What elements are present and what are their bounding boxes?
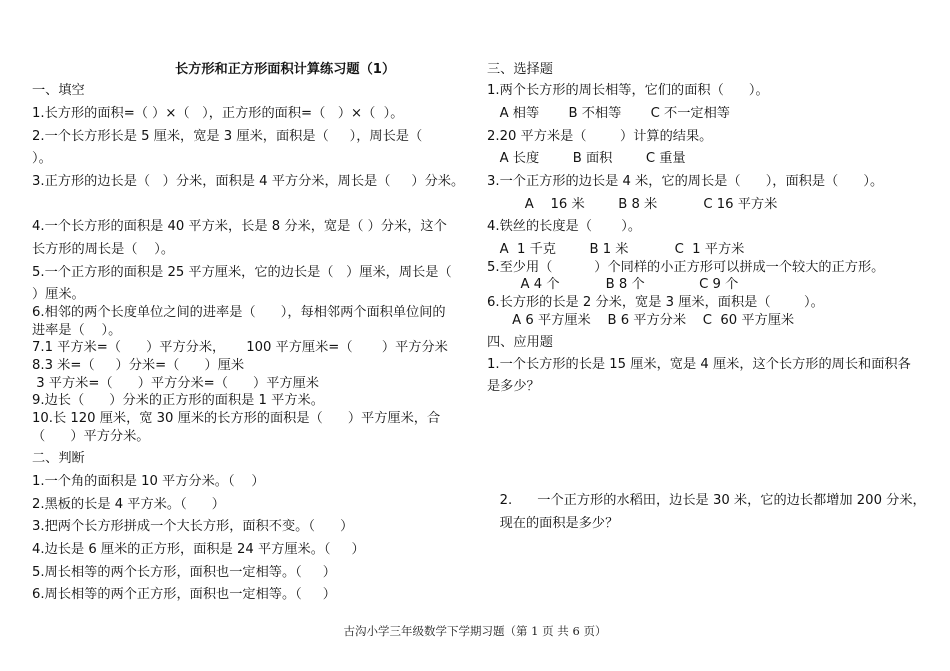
fill-item-7: 7.1 平方米=（ ）平方分米， 100 平方厘米=（ ）平方分米	[32, 340, 448, 355]
fill-item-5: 5.一个正方形的面积是 25 平方厘米，它的边长是（ ）厘米，周长是（	[32, 265, 452, 280]
choice-item-4-options: A 1 千克 B 1 米 C 1 平方米	[487, 242, 745, 257]
fill-item-1: 1.长方形的面积=（ ）×（ ），正方形的面积=（ ）×（ ）。	[32, 106, 404, 121]
fill-item-10-cont: （ ）平方分米。	[32, 429, 150, 444]
fill-item-4: 4.一个长方形的面积是 40 平方米，长是 8 分米，宽是（ ）分米，这个	[32, 219, 447, 234]
fill-item-6-cont: 进率是（ ）。	[32, 323, 122, 338]
judge-item-5: 5.周长相等的两个长方形，面积也一定相等。（ ）	[32, 565, 336, 580]
choice-item-3: 3.一个正方形的边长是 4 米，它的周长是（ ），面积是（ ）。	[487, 174, 884, 189]
choice-item-6-options: A 6 平方厘米 B 6 平方分米 C 60 平方厘米	[487, 313, 795, 328]
page-footer: 古沟小学三年级数学下学期习题（第 1 页 共 6 页）	[343, 624, 607, 638]
choice-item-3-options: A 16 米 B 8 米 C 16 平方米	[487, 197, 778, 212]
page-title: 长方形和正方形面积计算练习题（1）	[175, 62, 396, 77]
fill-item-9: 9.边长（ ）分米的正方形的面积是 1 平方米。	[32, 393, 324, 408]
choice-item-2: 2.20 平方米是（ ）计算的结果。	[487, 129, 713, 144]
fill-item-6: 6.相邻的两个长度单位之间的进率是（ ），每相邻两个面积单位间的	[32, 305, 446, 320]
section-heading-application: 四、应用题	[487, 335, 553, 350]
judge-item-6: 6.周长相等的两个正方形，面积也一定相等。（ ）	[32, 587, 336, 602]
fill-item-2: 2.一个长方形长是 5 厘米，宽是 3 厘米，面积是（ ），周长是（	[32, 129, 423, 144]
fill-item-5-cont: ）厘米。	[32, 287, 85, 302]
fill-item-10: 10.长 120 厘米，宽 30 厘米的长方形的面积是（ ）平方厘米，合	[32, 411, 441, 426]
fill-item-8-cont: 3 平方米=（ ）平方分米=（ ）平方厘米	[32, 376, 319, 391]
application-question-1: 1.一个长方形的长是 15 厘米，宽是 4 厘米，这个长方形的周长和面积各是多少？	[487, 357, 911, 394]
choice-item-4: 4.铁丝的长度是（ ）。	[487, 219, 642, 234]
judge-item-3: 3.把两个长方形拼成一个大长方形，面积不变。（ ）	[32, 519, 354, 534]
fill-item-4-cont: 长方形的周长是（ ）。	[32, 242, 175, 257]
choice-item-5: 5.至少用（ ）个同样的小正方形可以拼成一个较大的正方形。	[487, 260, 885, 275]
choice-item-1-options: A 相等 B 不相等 C 不一定相等	[487, 106, 730, 121]
judge-item-1: 1.一个角的面积是 10 平方分米。（ ）	[32, 474, 265, 489]
judge-item-4: 4.边长是 6 厘米的正方形，面积是 24 平方厘米。（ ）	[32, 542, 365, 557]
choice-item-2-options: A 长度 B 面积 C 重量	[487, 151, 686, 166]
section-heading-judge: 二、判断	[32, 451, 85, 466]
fill-item-2-cont: ）。	[32, 151, 52, 166]
choice-item-5-options: A 4 个 B 8 个 C 9 个	[487, 277, 739, 292]
fill-item-3: 3.正方形的边长是（ ）分米，面积是 4 平方分米，周长是（ ）分米。	[32, 174, 465, 189]
choice-item-6: 6.长方形的长是 2 分米，宽是 3 厘米，面积是（ ）。	[487, 295, 824, 310]
fill-item-8: 8.3 米=（ ）分米=（ ）厘米	[32, 358, 245, 373]
section-heading-choice: 三、选择题	[487, 62, 553, 77]
application-question-2: 2. 一个正方形的水稻田，边长是 30 米，它的边长都增加 200 分米，	[487, 493, 926, 508]
application-question-2-cont: 现在的面积是多少？	[487, 516, 619, 531]
section-heading-fill: 一、填空	[32, 83, 85, 98]
judge-item-2: 2.黑板的长是 4 平方米。（ ）	[32, 497, 225, 512]
choice-item-1: 1.两个长方形的周长相等，它们的面积（ ）。	[487, 83, 769, 98]
